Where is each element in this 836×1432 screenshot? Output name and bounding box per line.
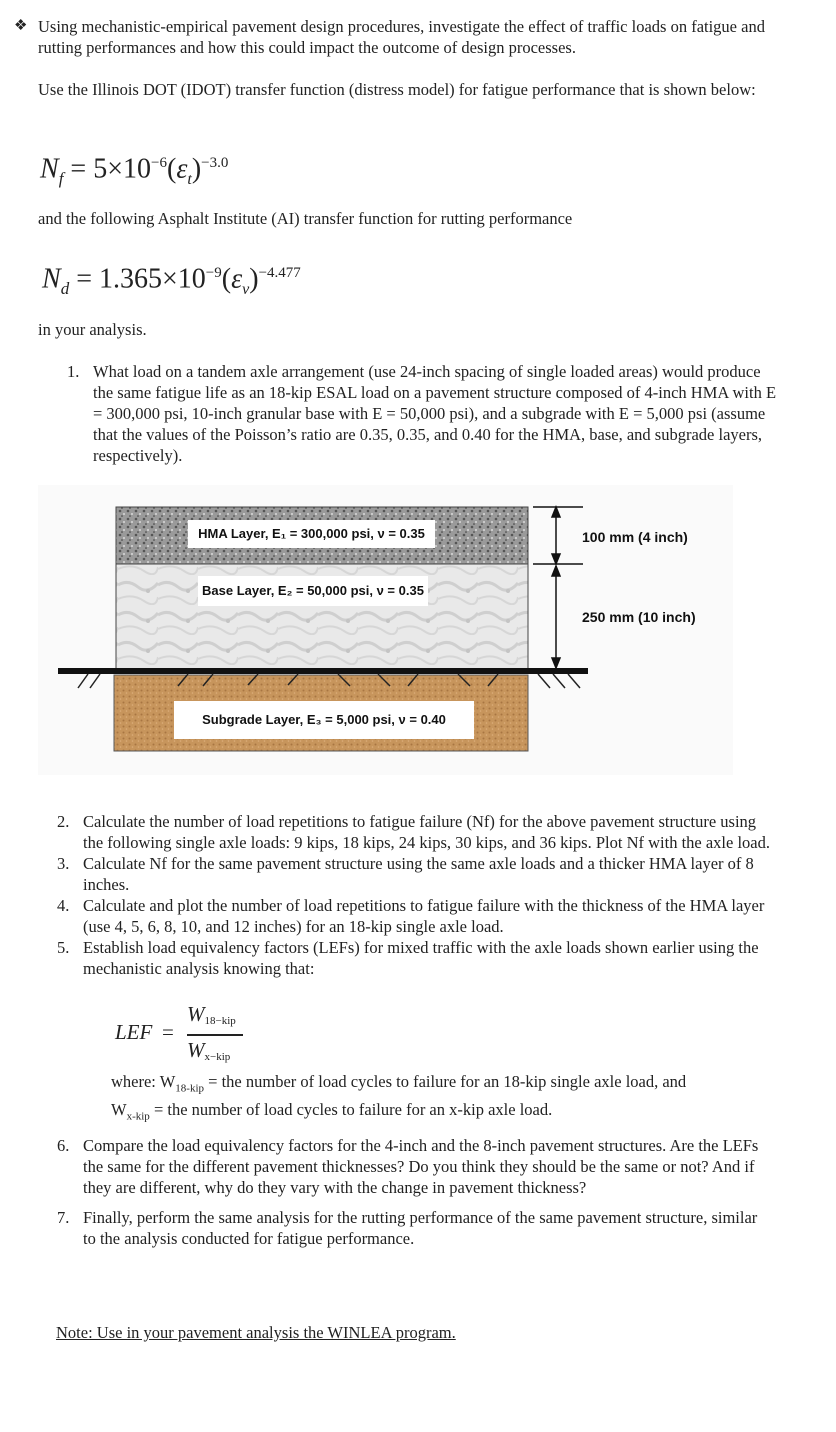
dimension-base-label: 250 mm (10 inch) (582, 609, 696, 625)
question-7 (57, 1207, 773, 1249)
lef-denominator: $W_{x-kip}$ (187, 1038, 231, 1063)
hma-label: HMA Layer, E₁ = 300,000 psi, ν = 0.35 (188, 520, 435, 548)
dimension-lines (533, 507, 583, 668)
question-number: 7. (57, 1208, 70, 1227)
lef-equals: = (162, 1020, 174, 1044)
lef-equation (115, 1002, 275, 1066)
intro-bullet: ❖ (14, 18, 28, 34)
lef-numerator: $W_{18-kip}$ (187, 1002, 236, 1027)
eq-nf-strain: ε (176, 153, 188, 185)
eq-nf-coef-exp: −6 (151, 155, 167, 171)
ai-paragraph: and the following Asphalt Institute (AI) transfer function for rutting performance (38, 209, 573, 228)
lef-fraction-bar (187, 1034, 243, 1036)
fatigue-equation: $N_f = 5\times 10^{-6}(\varepsilon_t)^{-3.0}$ (40, 153, 229, 188)
winlea-note: Note: Use in your pavement analysis the WINLEA program. (56, 1323, 456, 1342)
where-line-2: $W_{x-kip}$ = the number of load cycles to failure for an x-kip axle load. (111, 1100, 553, 1123)
eq-nd-coef: = 1.365×10 (76, 263, 206, 295)
question-number: 4. (57, 896, 70, 915)
question-list-3 (57, 1135, 773, 1249)
where-line-1: where: $W_{18-kip}$ = the number of load cycles to failure for an 18-kip single axle load, and (111, 1072, 687, 1095)
lef-denominator-sub: x−kip (204, 1051, 231, 1063)
question-number: 2. (57, 812, 70, 831)
pavement-figure (38, 485, 733, 775)
question-list-2 (57, 811, 773, 979)
question-number: 1. (67, 362, 80, 381)
question-text: Establish load equivalency factors (LEFs) for mixed traffic with the axle loads shown earlier using the mechanistic analysis knowing that: (83, 938, 759, 978)
eq-nd-power: −4.477 (258, 265, 301, 281)
eq-nd-sub: d (60, 278, 70, 298)
lef-lhs: LEF (115, 1020, 153, 1044)
idot-paragraph: Use the Illinois DOT (IDOT) transfer function (distress model) for fatigue performance that is shown below: (38, 80, 756, 99)
eq-nd-strain: ε (231, 263, 243, 295)
question-text: What load on a tandem axle arrangement (use 24-inch spacing of single loaded areas) would produce the same fatigue life as an 18-kip ESAL load on a pavement structure composed of 4-inch HMA with E = 300,000 psi, 10-inch granular base with E = 50,000 psi), and a subgrade with E = 5,000 psi (assume that the values of the Poisson’s ratio are 0.35, 0.35, and 0.40 for the HMA, base, and subgrade layers, respectively). (93, 362, 777, 465)
eq-nd-symbol: N (42, 263, 61, 295)
question-text: Finally, perform the same analysis for the rutting performance of the same pavement structure, similar to the analysis conducted for fatigue performance. (83, 1208, 758, 1248)
question-6 (57, 1135, 773, 1198)
lef-numerator-sub: 18−kip (204, 1015, 236, 1027)
base-label: Base Layer, E₂ = 50,000 psi, ν = 0.35 (198, 576, 428, 606)
eq-nf-strain-sub: t (187, 170, 192, 188)
question-2 (57, 811, 773, 853)
eq-nf-symbol: N (40, 153, 59, 185)
analysis-paragraph: in your analysis. (38, 320, 147, 339)
eq-nd-coef-exp: −9 (205, 265, 222, 281)
question-4 (57, 895, 773, 937)
question-text: Compare the load equivalency factors for the 4-inch and the 8-inch pavement structures. Are the LEFs the same for the different pavement thicknesses? Do you think they should be the same or not? And if they are different, why do they vary with the change in pavement thickness? (83, 1136, 759, 1197)
where-text (111, 1071, 791, 1128)
question-number: 3. (57, 854, 70, 873)
dimension-hma-label: 100 mm (4 inch) (582, 529, 688, 545)
question-text: Calculate Nf for the same pavement structure using the same axle loads and a thicker HMA layer of 8 inches. (83, 854, 754, 894)
eq-nd-strain-sub: v (242, 280, 250, 298)
question-text: Calculate and plot the number of load repetitions to fatigue failure with the thickness of the HMA layer (use 4, 5, 6, 8, 10, and 12 inches) for an 18-kip single axle load. (83, 896, 765, 936)
eq-nf-sub: f (58, 168, 64, 188)
question-list-1 (67, 361, 783, 466)
question-1 (67, 361, 783, 466)
eq-nf-coef: = 5×10 (70, 153, 152, 185)
subgrade-label: Subgrade Layer, E₃ = 5,000 psi, ν = 0.40 (174, 701, 474, 739)
rutting-equation: $N_d = 1.365\times 10^{-9}(\varepsilon_v)^{-4.477}$ (42, 263, 301, 298)
question-number: 6. (57, 1136, 70, 1155)
question-text: Calculate the number of load repetitions to fatigue failure (Nf) for the above pavement structure using the following single axle loads: 9 kips, 18 kips, 24 kips, 30 kips, and 36 kips. Plot Nf with the axle load. (83, 812, 770, 852)
eq-nf-power: −3.0 (201, 155, 229, 171)
ground-line (58, 668, 588, 674)
question-5 (57, 937, 773, 979)
question-3 (57, 853, 773, 895)
question-number: 5. (57, 938, 70, 957)
intro-paragraph: Using mechanistic-empirical pavement design procedures, investigate the effect of traffic loads on fatigue and rutting performances and how this could impact the outcome of design processes. (38, 17, 765, 57)
